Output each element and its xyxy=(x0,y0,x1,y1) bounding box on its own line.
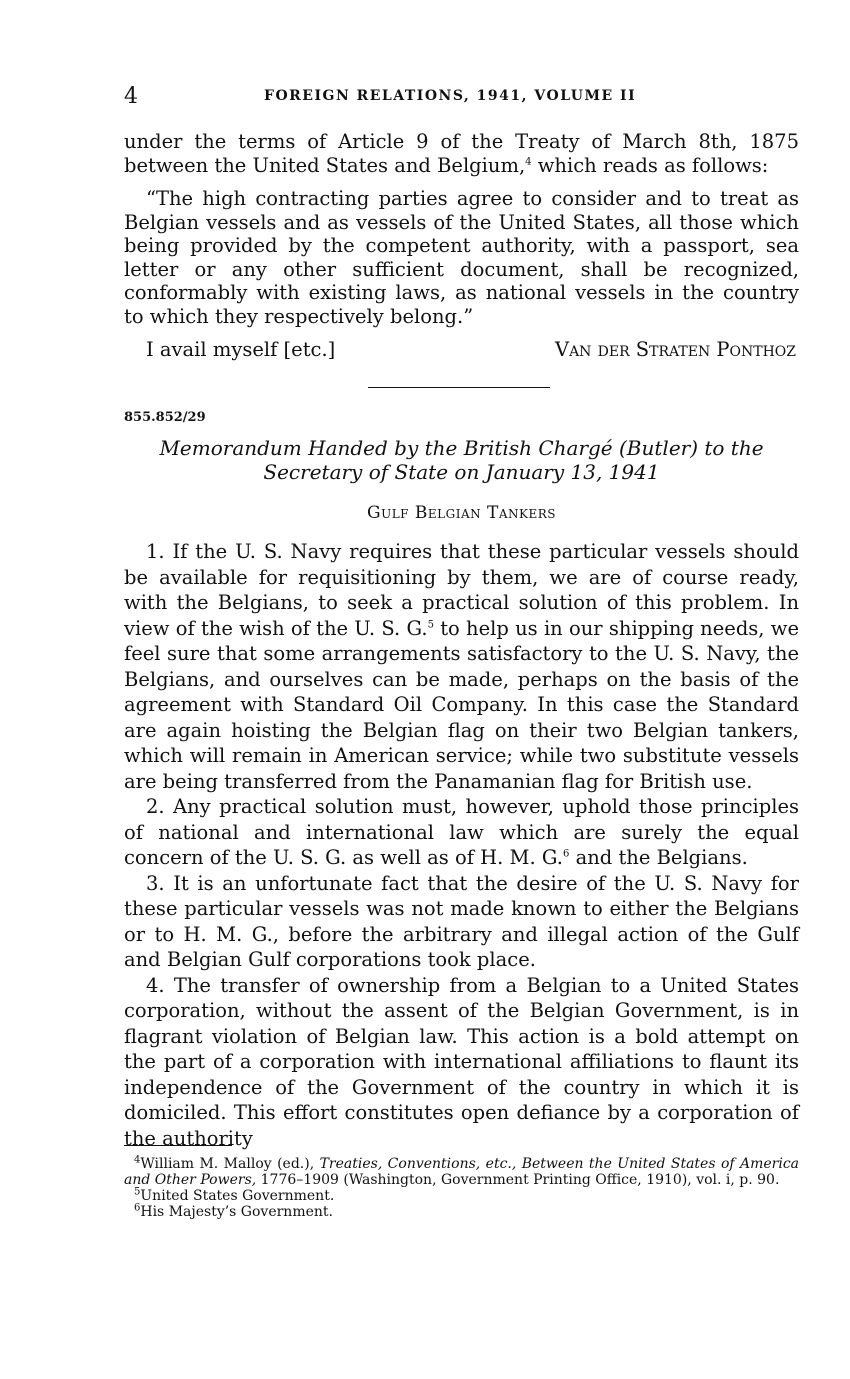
memo-title-line-1: Memorandum Handed by the British Chargé (Butler) to the xyxy=(159,436,764,460)
file-number: 855.852/29 xyxy=(124,410,206,425)
section-divider xyxy=(368,387,550,388)
footnote-6 xyxy=(124,1204,799,1220)
footnote-4-marker: 4 xyxy=(134,1154,141,1166)
paragraph-1 xyxy=(124,539,799,794)
footnote-ref-5[interactable]: 5 xyxy=(427,619,434,630)
paragraph-2-text-end: and the Belgians. xyxy=(569,846,748,869)
footnote-ref-4[interactable]: 4 xyxy=(525,156,532,167)
footnote-4-title: Treaties, Conventions, etc., Between the United States of America and Other Powers, xyxy=(124,1156,800,1188)
footnote-4-text-end: 1776–1909 (Washington, Government Printing Office, 1910), vol. i, p. 90. xyxy=(256,1172,780,1188)
paragraph-4: 4. The transfer of ownership from a Belgian to a United States corporation, without the assent of the Belgian Government, is in flagrant violation of Belgian law. This action is a bold attempt on the part of a corporation with international affiliations to flaunt its independence of the Government of the country in which it is domiciled. This effort constitutes open defiance by a corporation of the authority xyxy=(124,973,799,1150)
intro-paragraph xyxy=(124,130,799,177)
footnote-5 xyxy=(124,1188,799,1204)
memo-title xyxy=(124,436,799,484)
footnote-6-marker: 6 xyxy=(134,1202,141,1214)
running-head xyxy=(124,84,799,114)
paragraph-2-text: 2. Any practical solution must, however, uphold those principles of national and international law which are surely the equal concern of the U. S. G. as well as of H. M. G. xyxy=(124,795,799,869)
footnote-5-text: United States Government. xyxy=(140,1188,335,1204)
footnote-6-text: His Majesty’s Government. xyxy=(140,1204,333,1220)
page-number: 4 xyxy=(124,84,138,109)
paragraph-1-text-end: to help us in our shipping needs, we feel sure that some arrangements satisfactory to the U. S. Navy, the Belgians, and ourselves can be made, perhaps on the basis of the agreement with Standard Oil Company. In this case the Standard are again hoisting the Belgian flag on their two Belgian tankers, which will remain in American service; while two substitute vessels are being transferred from the Panamanian flag for British use. xyxy=(124,616,799,793)
footnote-divider xyxy=(124,1145,232,1146)
footnotes xyxy=(124,1156,799,1220)
closing-text: I avail myself [etc.] xyxy=(146,338,336,361)
signature: Van der Straten Ponthoz xyxy=(554,338,796,361)
paragraph-3: 3. It is an unfortunate fact that the desire of the U. S. Navy for these particular vessels was not made known to either the Belgians or to H. M. G., before the arbitrary and illegal action of the Gulf and Belgian Gulf corporations took place. xyxy=(124,871,799,971)
intro-text: under the terms of Article 9 of the Treaty of March 8th, 1875 between the United States and Belgium, xyxy=(124,130,799,177)
footnote-4 xyxy=(124,1156,799,1188)
footnote-5-marker: 5 xyxy=(134,1186,141,1198)
paragraph-1-text: 1. If the U. S. Navy requires that these particular vessels should be available for requisitioning by them, we are of course ready, with the Belgians, to seek a practical solution of this problem. In view of the wish of the U. S. G. xyxy=(124,540,799,640)
paragraph-2 xyxy=(124,794,799,871)
intro-text-end: which reads as follows: xyxy=(531,153,769,177)
memo-title-line-2: Secretary of State on January 13, 1941 xyxy=(263,460,660,484)
memo-body xyxy=(124,539,799,1151)
footnote-4-text: William M. Malloy (ed.), xyxy=(140,1156,320,1172)
treaty-quote: “The high contracting parties agree to consider and to treat as Belgian vessels and as vessels of the United States, all those which being provided by the competent authority, with a passport, sea letter or any other sufficient document, shall be recognized, conformably with existing laws, as national vessels in the country to which they respectively belong.” xyxy=(124,187,799,328)
signoff xyxy=(146,338,796,361)
footnote-ref-6[interactable]: 6 xyxy=(563,848,570,860)
memo-subheading: Gulf Belgian Tankers xyxy=(367,503,556,523)
running-title: FOREIGN RELATIONS, 1941, VOLUME II xyxy=(264,88,637,104)
